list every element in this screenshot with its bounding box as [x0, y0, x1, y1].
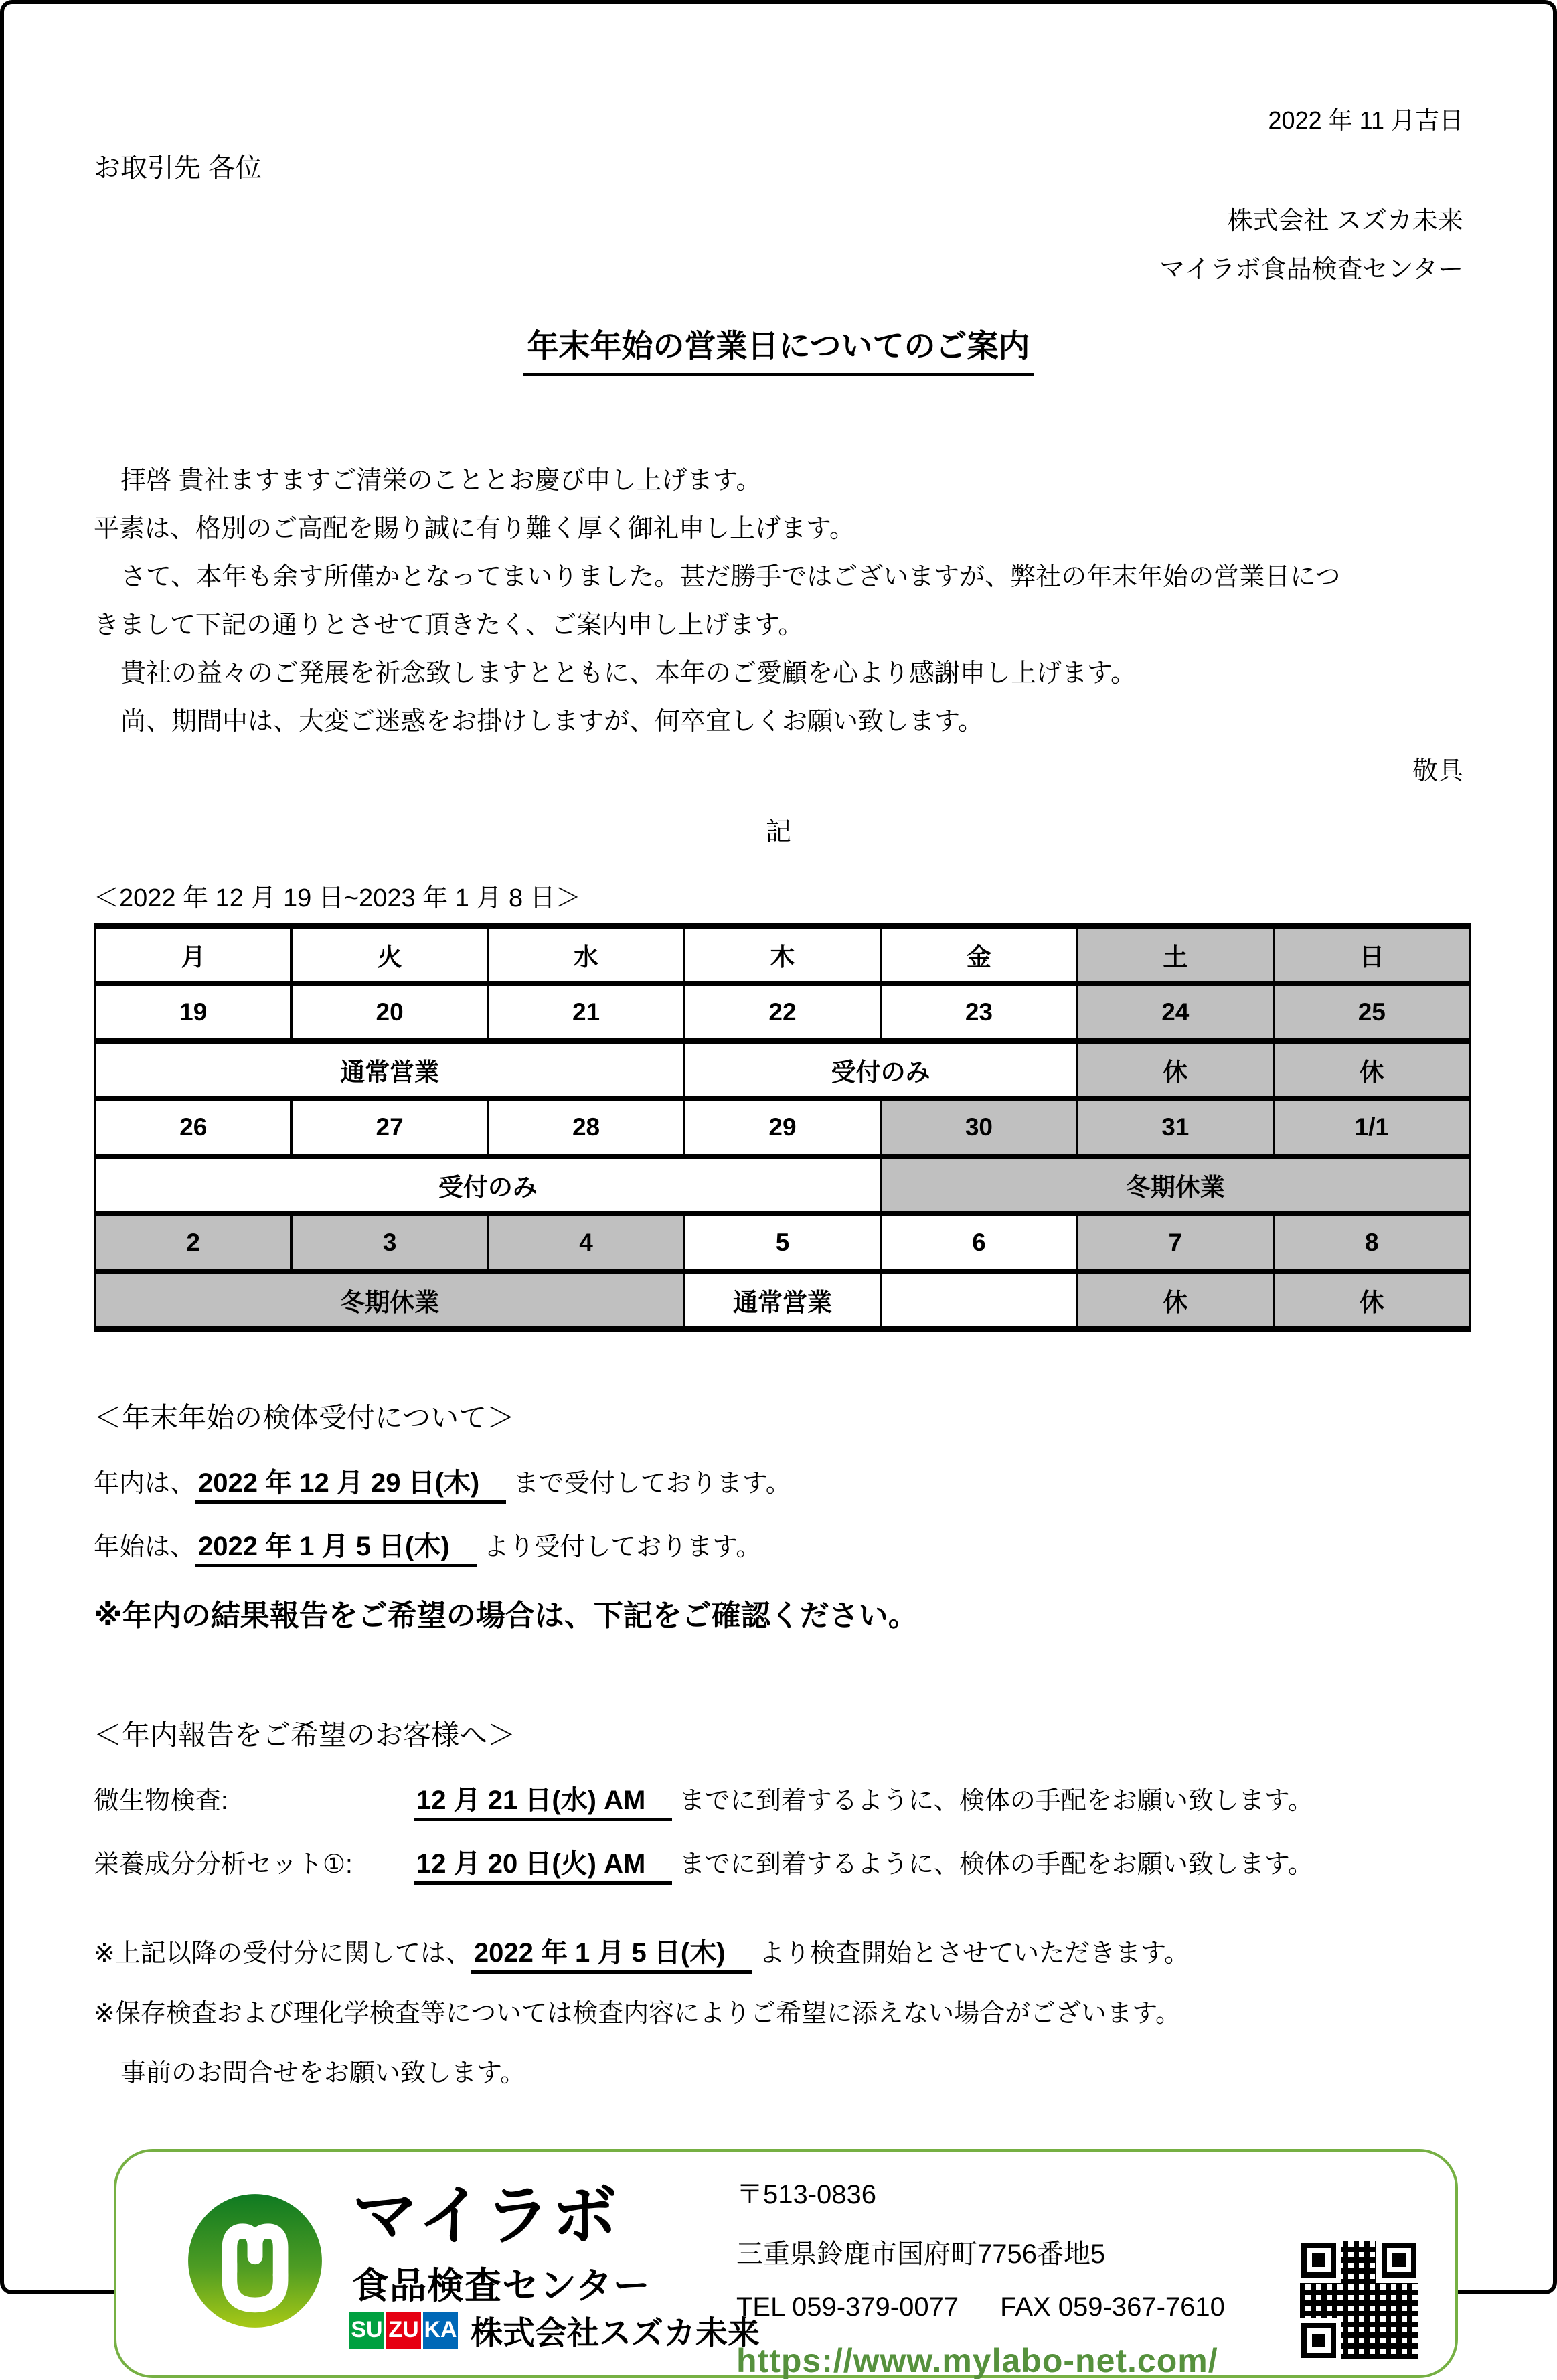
sender-company: 株式会社 スズカ未来 [1227, 207, 1463, 235]
record-mark: 記 [765, 818, 791, 846]
address: 三重県鈴鹿市国府町7756番地5 [736, 2239, 1106, 2269]
calendar-date-cell: 4 [488, 1214, 684, 1271]
calendar-status-row [95, 1271, 1470, 1329]
calendar-status-cell: 通常営業 [95, 1041, 684, 1099]
calendar-date-cell: 23 [881, 983, 1077, 1041]
postal-code: 〒513-0836 [736, 2180, 877, 2209]
letter-body [94, 457, 1463, 746]
calendar-status-cell: 休 [1077, 1041, 1273, 1099]
calendar-date-cell: 1/1 [1274, 1099, 1470, 1156]
suzuka-block-ka: KA [423, 2312, 458, 2349]
calendar-weekday-cell: 月 [95, 926, 291, 983]
calendar-period-caption: ＜2022 年 12 月 19 日~2023 年 1 月 8 日＞ [94, 884, 581, 913]
logo-title: マイラボ [352, 2178, 619, 2252]
website-url-link[interactable]: https://www.mylabo-net.com/ [736, 2342, 1218, 2379]
qr-finder-icon [1301, 2323, 1336, 2358]
footer-card [114, 2149, 1458, 2378]
remark-storage-tests: ※保存検査および理化学検査等については検査内容によりご希望に添えない場合がございます。 [94, 2000, 1181, 2028]
calendar-date-cell: 25 [1274, 983, 1470, 1041]
qr-code [1300, 2241, 1418, 2359]
calendar-status-cell: 通常営業 [684, 1271, 880, 1329]
calendar-weekday-cell: 木 [684, 926, 880, 983]
closing-keigu: 敬具 [1412, 757, 1463, 785]
calendar-date-cell: 2 [95, 1214, 291, 1271]
suzuka-brand-row [349, 2307, 760, 2353]
calendar-date-cell: 31 [1077, 1099, 1273, 1156]
calendar-date-cell: 26 [95, 1099, 291, 1156]
calendar-date-cell: 5 [684, 1214, 880, 1271]
inspection-start-date: 2022 年 1 月 5 日(木) [471, 1938, 752, 1974]
calendar-date-cell: 8 [1274, 1214, 1470, 1271]
calendar-status-cell: 受付のみ [95, 1156, 881, 1214]
remarks-block [94, 1931, 1463, 2089]
suzuka-company-name: 株式会社スズカ未来 [471, 2316, 760, 2351]
calendar-date-cell: 6 [881, 1214, 1077, 1271]
calendar-weekday-cell: 水 [488, 926, 684, 983]
nutrition-test-deadline: 12 月 20 日(火) AM [414, 1849, 672, 1885]
calendar-date-cell: 21 [488, 983, 684, 1041]
calendar-status-cell: 冬期休業 [881, 1156, 1470, 1214]
calendar-status-cell: 休 [1274, 1271, 1470, 1329]
new-year-start-date: 2022 年 1 月 5 日(木) [195, 1532, 477, 1567]
calendar-status-cell [881, 1271, 1077, 1329]
calendar-status-row [95, 1156, 1470, 1214]
suzuka-block-su: SU [349, 2312, 384, 2349]
calendar-date-cell: 3 [291, 1214, 487, 1271]
body-line: 貴社の益々のご発展を祈念致しますとともに、本年のご愛顧を心より感謝申し上げます。 [120, 659, 1136, 688]
calendar-date-row [95, 1099, 1470, 1156]
calendar-date-cell: 22 [684, 983, 880, 1041]
microbe-test-line: 微生物検査: 12 月 21 日(水) AM までに到着するように、検体の手配をお願い致します。 [94, 1779, 1463, 1817]
body-line: 拝啓 貴社ますますご清栄のこととお慶び申し上げます。 [120, 467, 762, 495]
microbe-test-label: 微生物検査: [94, 1787, 228, 1815]
body-line: 尚、期間中は、大変ご迷惑をお掛けしますが、何卒宜しくお願い致します。 [120, 708, 983, 736]
mylabo-logo-icon [186, 2192, 324, 2330]
calendar-status-cell: 休 [1077, 1271, 1273, 1329]
qr-finder-icon [1301, 2243, 1336, 2278]
year-end-deadline-date: 2022 年 12 月 29 日(木) [195, 1468, 506, 1504]
calendar-date-row [95, 1214, 1470, 1271]
tel-fax-line [736, 2292, 1225, 2322]
page-title: 年末年始の営業日についてのご案内 [94, 321, 1463, 376]
remark-contact-in-advance: 事前のお問合せをお願い致します。 [120, 2059, 525, 2087]
calendar-status-cell: 受付のみ [684, 1041, 1077, 1099]
calendar-date-cell: 24 [1077, 983, 1273, 1041]
logo-subtitle: 食品検査センター [352, 2265, 651, 2306]
calendar-date-cell: 7 [1077, 1214, 1273, 1271]
body-line: きまして下記の通りとさせて頂きたく、ご案内申し上げます。 [94, 611, 804, 639]
contact-block [736, 2173, 1225, 2380]
section-heading-year-end-report: ＜年内報告をご希望のお客様へ＞ [94, 1719, 516, 1751]
calendar-date-cell: 27 [291, 1099, 487, 1156]
year-end-reception-line: 年内は、 2022 年 12 月 29 日(木) まで受付しております。 [94, 1461, 1463, 1500]
date-line: 2022 年 11 月吉日 [1268, 106, 1463, 134]
result-report-bold-note: ※年内の結果報告をご希望の場合は、下記をご確認ください。 [94, 1599, 918, 1632]
calendar-header-row [95, 926, 1470, 983]
microbe-test-deadline: 12 月 21 日(水) AM [414, 1786, 672, 1821]
fax-number: FAX 059-367-7610 [1000, 2292, 1225, 2322]
calendar-date-cell: 29 [684, 1099, 880, 1156]
nutrition-test-line: 栄養成分分析セット①: 12 月 20 日(火) AM までに到着するように、検体の手配をお願い致します。 [94, 1842, 1463, 1881]
calendar-weekday-cell: 金 [881, 926, 1077, 983]
calendar-date-row [95, 983, 1470, 1041]
business-calendar-table [94, 923, 1471, 1332]
new-year-reception-line: 年始は、 2022 年 1 月 5 日(木) より受付しております。 [94, 1525, 1463, 1563]
sender-department: マイラボ食品検査センター [1159, 256, 1463, 284]
calendar-date-cell: 20 [291, 983, 487, 1041]
calendar-date-cell: 28 [488, 1099, 684, 1156]
calendar-weekday-cell: 火 [291, 926, 487, 983]
calendar-status-cell: 冬期休業 [95, 1271, 684, 1329]
logo-text-column [352, 2178, 651, 2309]
qr-finder-icon [1382, 2243, 1416, 2278]
calendar-date-cell: 19 [95, 983, 291, 1041]
calendar-status-cell: 休 [1274, 1041, 1470, 1099]
calendar-status-row [95, 1041, 1470, 1099]
suzuka-block-zu: ZU [386, 2312, 421, 2349]
addressee: お取引先 各位 [94, 153, 262, 183]
nutrition-test-label: 栄養成分分析セット①: [94, 1850, 353, 1879]
remark-inspection-start: ※上記以降の受付分に関しては、 2022 年 1 月 5 日(木) より検査開始とさせていただきます。 [94, 1931, 1463, 1970]
calendar-date-cell: 30 [881, 1099, 1077, 1156]
calendar-weekday-cell: 日 [1274, 926, 1470, 983]
body-line: さて、本年も余す所僅かとなってまいりました。甚だ勝手ではございますが、弊社の年末年始の営業日につ [120, 563, 1341, 591]
tel-number: TEL 059-379-0077 [736, 2292, 959, 2322]
section-heading-sample-reception: ＜年末年始の検体受付について＞ [94, 1402, 515, 1433]
body-line: 平素は、格別のご高配を賜り誠に有り難く厚く御礼申し上げます。 [94, 515, 855, 543]
calendar-weekday-cell: 土 [1077, 926, 1273, 983]
